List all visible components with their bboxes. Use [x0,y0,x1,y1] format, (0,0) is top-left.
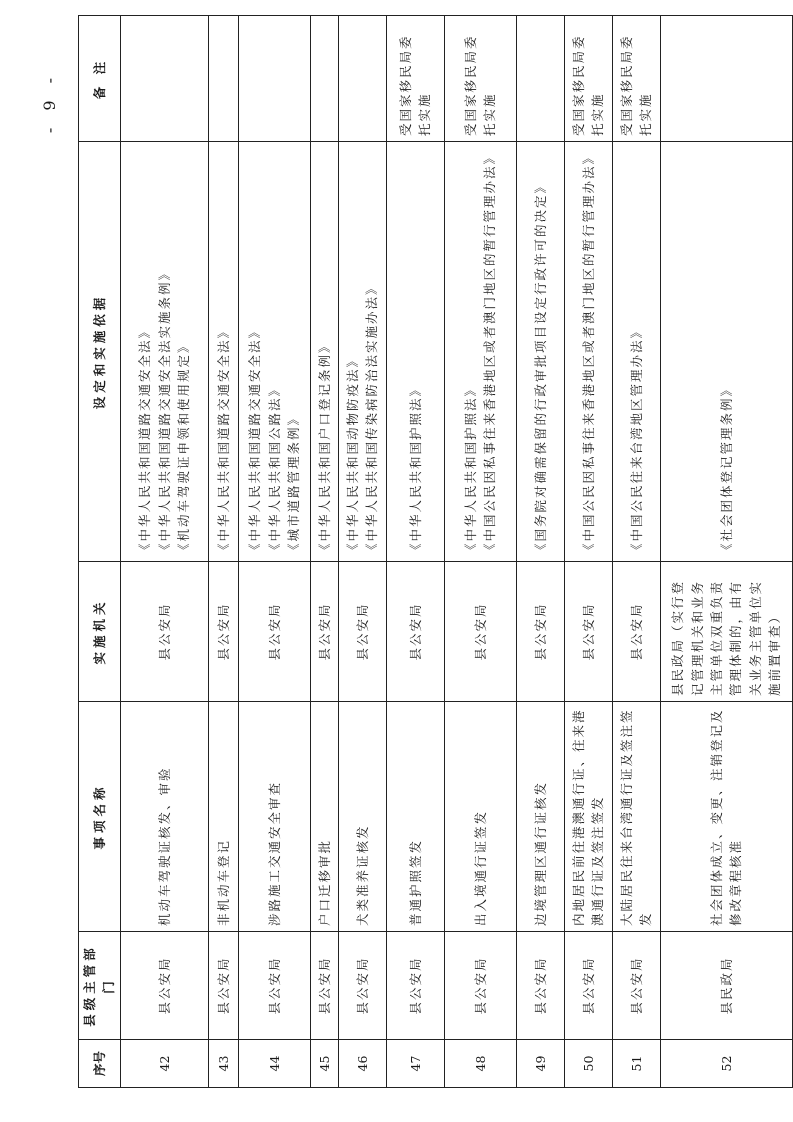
row-no: 48 [444,1040,516,1088]
row-dept: 县民政局 [660,932,792,1040]
row-agency: 县公安局 [120,562,208,702]
basis-line: 《中华人民共和国道路交通安全法实施条例》 [156,265,172,556]
table-row [386,16,444,1088]
row-item: 机动车驾驶证核发、审验 [120,702,208,932]
row-item: 边境管理区通行证核发 [516,702,564,932]
row-note [310,16,338,142]
header-agency: 实施机关 [79,562,121,702]
header-dept: 县级主管部门 [79,932,121,1040]
row-basis [660,142,792,562]
row-dept: 县公安局 [338,932,386,1040]
row-dept: 县公安局 [120,932,208,1040]
row-item: 内地居民前往港澳通行证、往来港澳通行证及签注签发 [564,702,612,932]
row-item: 涉路施工交通安全审查 [238,702,310,932]
row-note: 受国家移民局委托实施 [612,16,660,142]
table-row [660,16,792,1088]
row-note [208,16,238,142]
row-basis [338,142,386,562]
row-no: 45 [310,1040,338,1088]
header-basis: 设定和实施依据 [79,142,121,562]
row-no: 52 [660,1040,792,1088]
row-basis [386,142,444,562]
table-row [238,16,310,1088]
row-basis [444,142,516,562]
table-row [338,16,386,1088]
basis-line: 《中华人民共和国户口登记条例》 [316,338,332,556]
row-no: 49 [516,1040,564,1088]
row-note [516,16,564,142]
row-item: 户口迁移审批 [310,702,338,932]
row-note: 受国家移民局委托实施 [444,16,516,142]
row-note [338,16,386,142]
basis-line: 《中国公民因私事往来香港地区或者澳门地区的暂行管理办法》 [580,149,596,556]
row-no: 47 [386,1040,444,1088]
row-note [120,16,208,142]
row-agency: 县民政局（实行登记管理机关和业务主管单位双重负责管理体制的，由有关业务主管单位实施前置审查） [660,562,792,702]
table-row [516,16,564,1088]
header-no: 序号 [79,1040,121,1088]
basis-line: 《中华人民共和国传染病防治法实施办法》 [364,280,380,556]
row-dept: 县公安局 [444,932,516,1040]
row-agency: 县公安局 [612,562,660,702]
row-dept: 县公安局 [238,932,310,1040]
basis-line: 《社会团体登记管理条例》 [718,381,734,556]
row-agency: 县公安局 [516,562,564,702]
row-item: 非机动车登记 [208,702,238,932]
row-item: 出入境通行证签发 [444,702,516,932]
row-agency: 县公安局 [386,562,444,702]
row-basis [238,142,310,562]
row-no: 51 [612,1040,660,1088]
basis-line: 《中国公民往来台湾地区管理办法》 [628,323,644,556]
row-no: 42 [120,1040,208,1088]
row-dept: 县公安局 [564,932,612,1040]
row-note [660,16,792,142]
page-number: - 9 - [40,72,59,134]
admin-items-table [78,15,793,1088]
row-note: 受国家移民局委托实施 [564,16,612,142]
row-item: 犬类准养证核发 [338,702,386,932]
basis-line: 《中华人民共和国护照法》 [407,381,423,556]
basis-line: 《中华人民共和国道路交通安全法》 [215,323,231,556]
table-row [208,16,238,1088]
row-no: 50 [564,1040,612,1088]
basis-line: 《中华人民共和国动物防疫法》 [344,352,360,556]
row-basis [310,142,338,562]
basis-line: 《中国公民因私事往来香港地区或者澳门地区的暂行管理办法》 [482,149,498,556]
row-agency: 县公安局 [310,562,338,702]
row-item: 大陆居民往来台湾通行证及签注签发 [612,702,660,932]
row-basis [208,142,238,562]
basis-line: 《中华人民共和国公路法》 [266,381,282,556]
row-note [238,16,310,142]
basis-line: 《中华人民共和国道路交通安全法》 [247,323,263,556]
row-agency: 县公安局 [338,562,386,702]
row-no: 44 [238,1040,310,1088]
row-basis [564,142,612,562]
row-agency: 县公安局 [208,562,238,702]
row-no: 46 [338,1040,386,1088]
row-dept: 县公安局 [516,932,564,1040]
table-body [120,16,792,1088]
table-row [120,16,208,1088]
table-row [564,16,612,1088]
basis-line: 《中华人民共和国道路交通安全法》 [137,323,153,556]
row-dept: 县公安局 [612,932,660,1040]
row-basis [516,142,564,562]
row-agency: 县公安局 [238,562,310,702]
basis-line: 《城市道路管理条例》 [285,410,301,556]
row-dept: 县公安局 [310,932,338,1040]
row-item: 普通护照签发 [386,702,444,932]
row-agency: 县公安局 [444,562,516,702]
row-no: 43 [208,1040,238,1088]
table-row [612,16,660,1088]
header-note: 备 注 [79,16,121,142]
row-basis [120,142,208,562]
header-item: 事项名称 [79,702,121,932]
basis-line: 《机动车驾驶证申领和使用规定》 [175,338,191,556]
row-basis [612,142,660,562]
row-note: 受国家移民局委托实施 [386,16,444,142]
row-dept: 县公安局 [208,932,238,1040]
table-row [444,16,516,1088]
row-dept: 县公安局 [386,932,444,1040]
row-agency: 县公安局 [564,562,612,702]
table-row [310,16,338,1088]
basis-line: 《国务院对确需保留的行政审批项目设定行政许可的决定》 [532,178,548,556]
basis-line: 《中华人民共和国护照法》 [462,381,478,556]
row-item: 社会团体成立、变更、注销登记及修改章程核准 [660,702,792,932]
table-header-row [79,16,121,1088]
